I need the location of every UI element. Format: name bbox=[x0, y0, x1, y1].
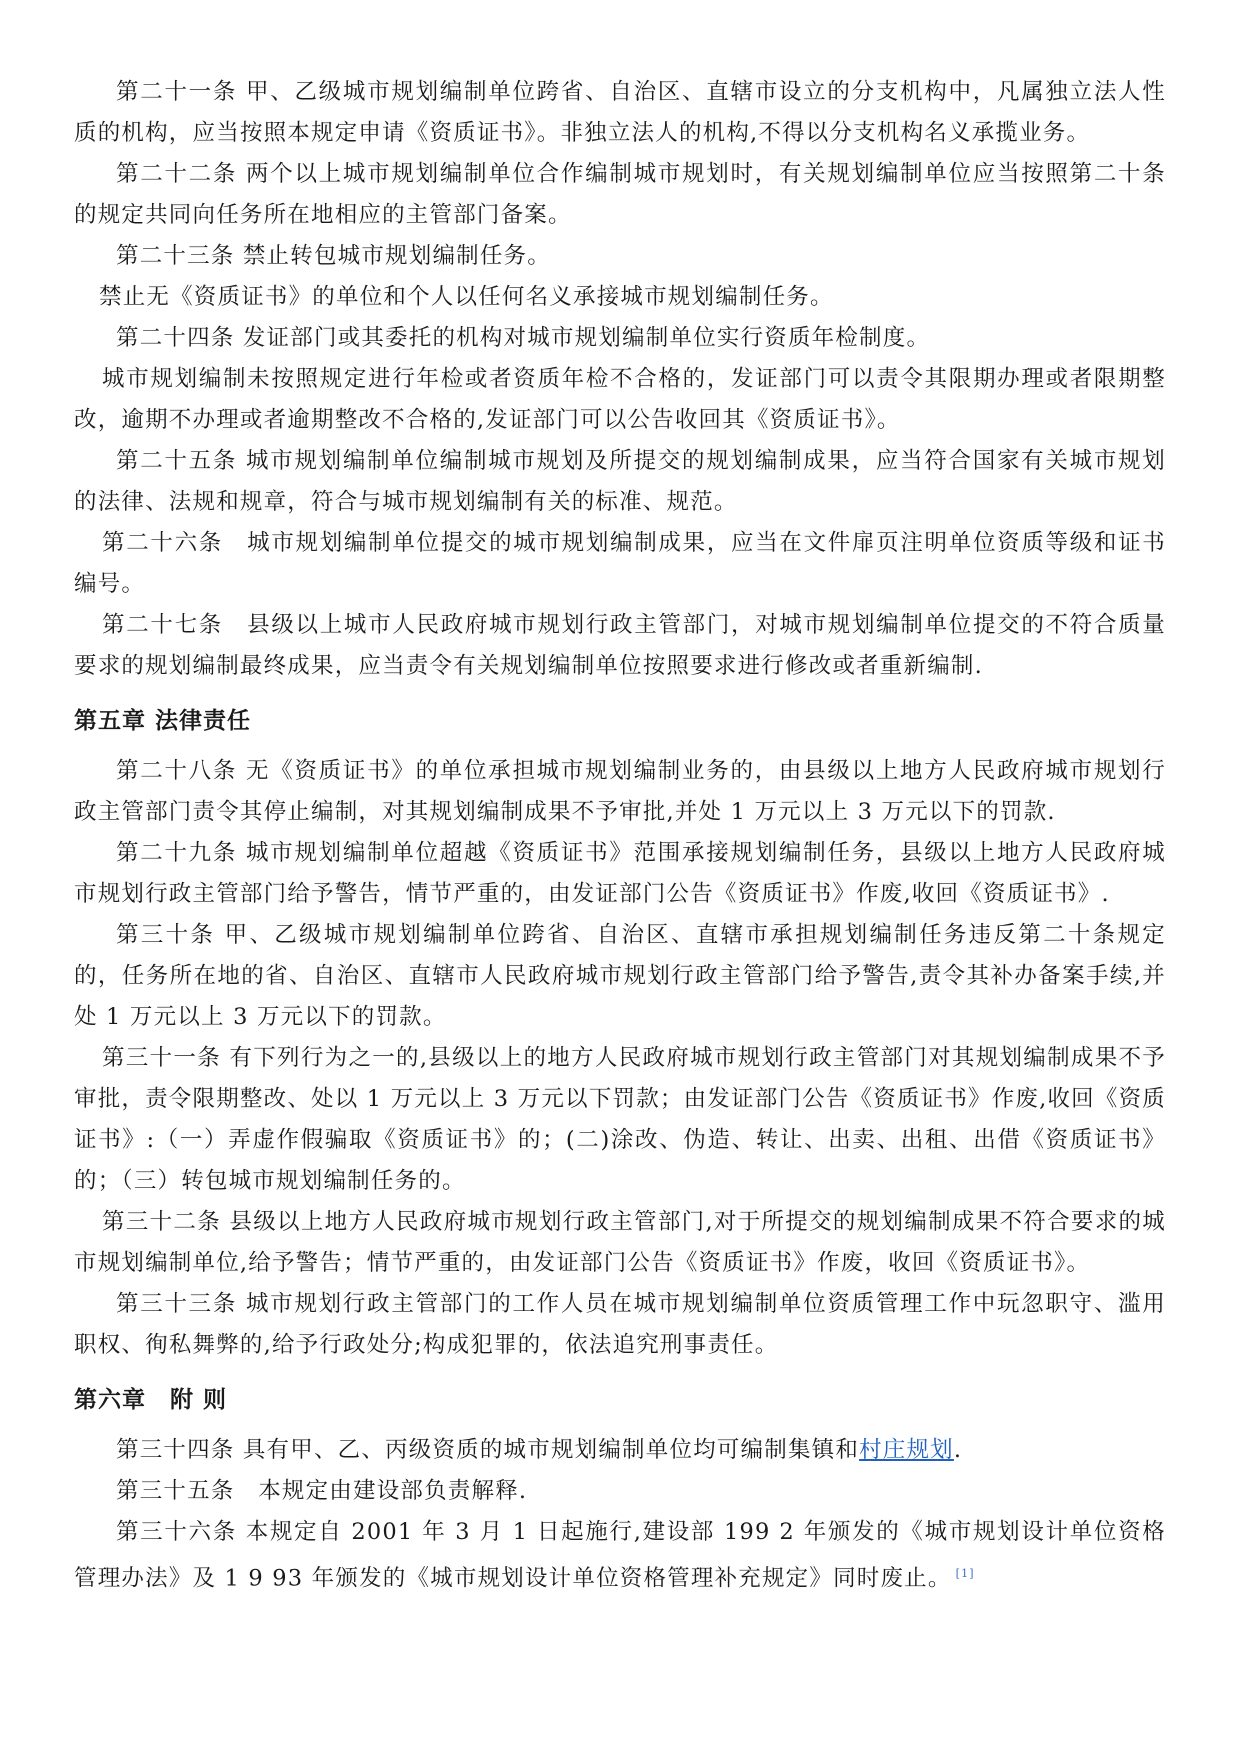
article-33: 第三十三条 城市规划行政主管部门的工作人员在城市规划编制单位资质管理工作中玩忽职守、滥用职权、徇私舞弊的,给予行政处分;构成犯罪的，依法追究刑事责任。 bbox=[74, 1291, 1166, 1358]
chapter-5-heading: 第五章 法律责任 bbox=[74, 708, 252, 734]
article-32: 第三十二条 县级以上地方人民政府城市规划行政主管部门,对于所提交的规划编制成果不符合要求的城市规划编制单位,给予警告；情节严重的，由发证部门公告《资质证书》作废，收回《资质证书》。 bbox=[74, 1209, 1166, 1276]
article-35: 第三十五条 本规定由建设部负责解释. bbox=[116, 1478, 528, 1504]
article-25: 第二十五条 城市规划编制单位编制城市规划及所提交的规划编制成果，应当符合国家有关城市规划的法律、法规和规章，符合与城市规划编制有关的标准、规范。 bbox=[74, 448, 1166, 515]
article-31: 第三十一条 有下列行为之一的,县级以上的地方人民政府城市规划行政主管部门对其规划编制成果不予审批，责令限期整改、处以 1 万元以上 3 万元以下罚款；由发证部门公告《资质证书》作废,收回《资质证书》:（一）弄虚作假骗取《资质证书》的；(二)涂改、伪造、转让、出卖、出租、出借《资质证书》的；（三）转包城市规划编制任务的。 bbox=[74, 1045, 1166, 1194]
article-23: 第二十三条 禁止转包城市规划编制任务。 bbox=[116, 243, 551, 269]
article-34-end: . bbox=[953, 1437, 963, 1463]
document-page bbox=[74, 72, 1166, 1600]
article-36-text: 第三十六条 本规定自 2001 年 3 月 1 日起施行,建设部 199 2 年颁发的《城市规划设计单位资格管理办法》及 1 9 93 年颁发的《城市规划设计单位资格管理补充规定》同时废止。 bbox=[74, 1519, 1166, 1592]
article-29: 第二十九条 城市规划编制单位超越《资质证书》范围承接规划编制任务，县级以上地方人民政府城市规划行政主管部门给予警告，情节严重的，由发证部门公告《资质证书》作废,收回《资质证书》. bbox=[74, 840, 1166, 907]
article-21: 第二十一条 甲、乙级城市规划编制单位跨省、自治区、直辖市设立的分支机构中，凡属独立法人性质的机构，应当按照本规定申请《资质证书》。非独立法人的机构,不得以分支机构名义承揽业务。 bbox=[74, 79, 1166, 146]
article-30: 第三十条 甲、乙级城市规划编制单位跨省、自治区、直辖市承担规划编制任务违反第二十条规定的，任务所在地的省、自治区、直辖市人民政府城市规划行政主管部门给予警告,责令其补办备案手续,并处 1 万元以上 3 万元以下的罚款。 bbox=[74, 922, 1166, 1030]
article-24: 第二十四条 发证部门或其委托的机构对城市规划编制单位实行资质年检制度。 bbox=[116, 325, 931, 351]
article-23-clause: 禁止无《资质证书》的单位和个人以任何名义承接城市规划编制任务。 bbox=[99, 284, 834, 310]
article-36 bbox=[74, 1512, 1166, 1600]
village-planning-link[interactable]: 村庄规划 bbox=[859, 1437, 954, 1463]
article-34-text: 第三十四条 具有甲、乙、丙级资质的城市规划编制单位均可编制集镇和 bbox=[116, 1437, 860, 1463]
chapter-6-heading: 第六章 附 则 bbox=[74, 1387, 228, 1413]
footnote-reference-link[interactable]: [1] bbox=[955, 1567, 975, 1580]
article-24-clause: 城市规划编制未按照规定进行年检或者资质年检不合格的，发证部门可以责令其限期办理或者限期整改，逾期不办理或者逾期整改不合格的,发证部门可以公告收回其《资质证书》。 bbox=[74, 366, 1166, 433]
article-34 bbox=[74, 1430, 1166, 1471]
article-28: 第二十八条 无《资质证书》的单位承担城市规划编制业务的，由县级以上地方人民政府城市规划行政主管部门责令其停止编制，对其规划编制成果不予审批,并处 1 万元以上 3 万元以下的罚款. bbox=[74, 758, 1166, 825]
article-27: 第二十七条 县级以上城市人民政府城市规划行政主管部门，对城市规划编制单位提交的不符合质量要求的规划编制最终成果，应当责令有关规划编制单位按照要求进行修改或者重新编制. bbox=[74, 612, 1166, 679]
article-26: 第二十六条 城市规划编制单位提交的城市规划编制成果，应当在文件扉页注明单位资质等级和证书编号。 bbox=[74, 530, 1166, 597]
article-22: 第二十二条 两个以上城市规划编制单位合作编制城市规划时，有关规划编制单位应当按照第二十条的规定共同向任务所在地相应的主管部门备案。 bbox=[74, 161, 1166, 228]
